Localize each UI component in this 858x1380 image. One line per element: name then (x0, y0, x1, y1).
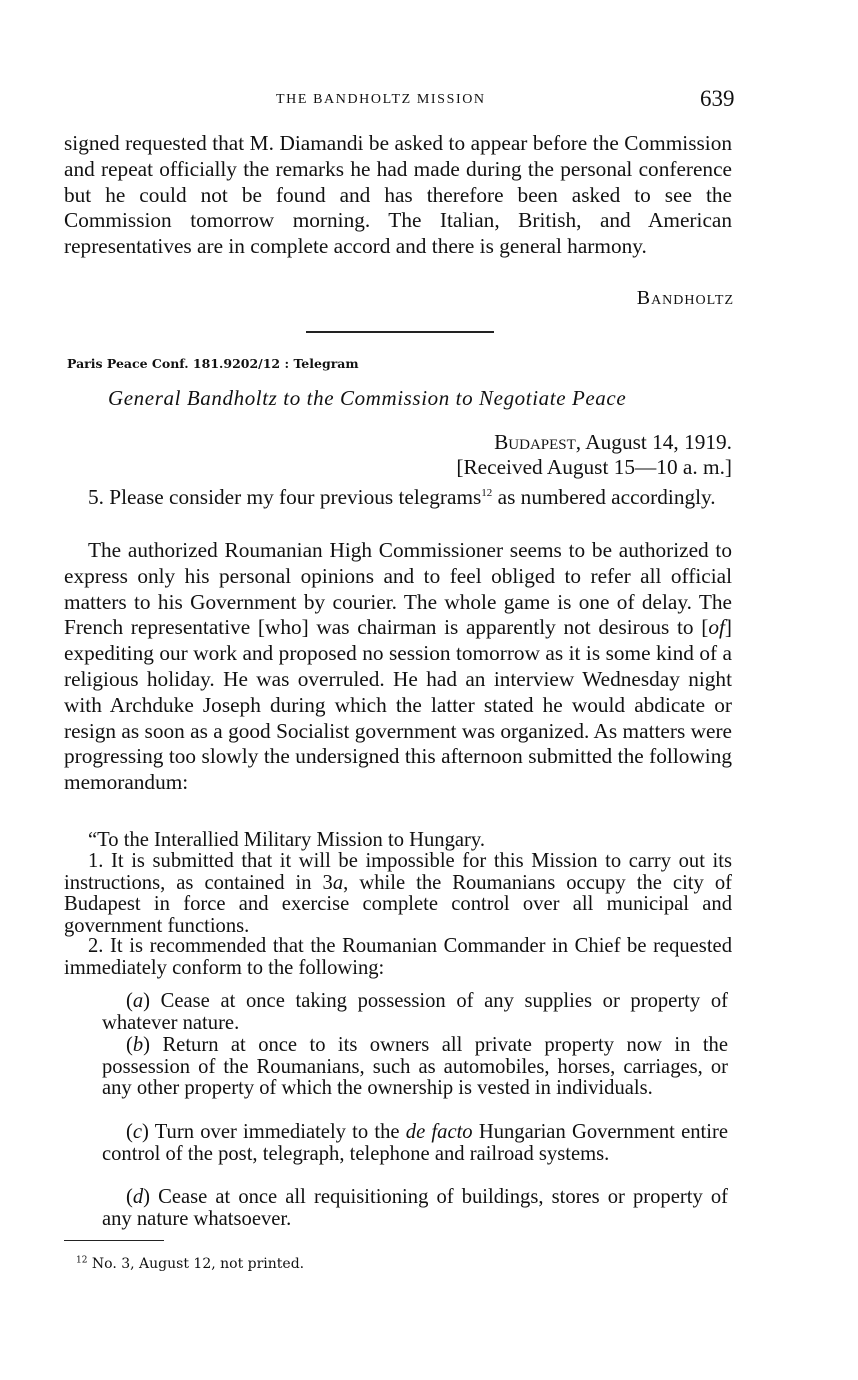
paragraph-1: 5. Please consider my four previous telegrams$^{12}$ as numbered accordingly. (88, 485, 716, 509)
footnote (76, 1256, 304, 1272)
memo-salutation: “To the Interallied Military Mission to Hungary. (88, 829, 486, 851)
memo-item-2: 2. It is recommended that the Roumanian Commander in Chief be requested immediately conform to the following: (64, 935, 732, 979)
continuation-paragraph: signed requested that M. Diamandi be asked to appear before the Commission and repeat officially the remarks he had made during the personal conference but he could not be found and has therefore been asked to see the Commission tomorrow morning. The Italian, British, and American representatives are in complete accord and there is general harmony. (64, 131, 732, 259)
memo-sub-a: (a) Cease at once taking possession of any supplies or property of whatever nature. (102, 990, 728, 1034)
footnote-ref: 12 (481, 486, 493, 499)
received-note: [Received August 15—10 a. m.] (456, 455, 732, 479)
dateline-date: , August 14, 1919. (575, 430, 732, 454)
signature: Bandholtz (636, 287, 734, 309)
memo-sub-c: (c) Turn over immediately to the de facto Hungarian Government entire control of the post, telegraph, telephone and railroad systems. (102, 1121, 728, 1165)
dateline (64, 430, 732, 456)
memo-sub-d: (d) Cease at once all requisitioning of buildings, stores or property of any nature whatsoever. (102, 1186, 728, 1230)
running-header (0, 88, 858, 114)
footnote-mark: 12 (76, 1255, 88, 1266)
memo-item-1: 1. It is submitted that it will be impossible for this Mission to carry out its instructions, as contained in 3a, while the Roumanians occupy the city of Budapest in force and exercise complete control over all municipal and government functions. (64, 850, 732, 938)
source-note: Paris Peace Conf. 181.9202/12 : Telegram (67, 356, 359, 371)
document-title: General Bandholtz to the Commission to Negotiate Peace (108, 386, 627, 410)
paragraph-2: The authorized Roumanian High Commissioner seems to be authorized to express only his personal opinions and to feel obliged to refer all official matters to his Government by courier. The whole game is one of delay. The French representative [who] was chairman is apparently not desirous to [of] expediting our work and proposed no session tomorrow as it is some kind of a religious holiday. He was overruled. He had an interview Wednesday night with Archduke Joseph during which the latter stated he would abdicate or resign as soon as a good Socialist government was organized. As matters were progressing too slowly the undersigned this afternoon submitted the following memorandum: (64, 538, 732, 795)
section-divider (306, 331, 494, 333)
footnote-text: No. 3, August 12, not printed. (87, 1256, 305, 1272)
dateline-place: Budapest (494, 430, 576, 454)
memo-sub-b: (b) Return at once to its owners all private property now in the possession of the Roumanians, such as automobiles, horses, carriages, or any other property of which the ownership is vested in individuals. (102, 1034, 728, 1100)
footnote-rule (64, 1240, 164, 1241)
page-number: 639 (700, 86, 735, 111)
running-title: THE BANDHOLTZ MISSION (276, 92, 486, 107)
